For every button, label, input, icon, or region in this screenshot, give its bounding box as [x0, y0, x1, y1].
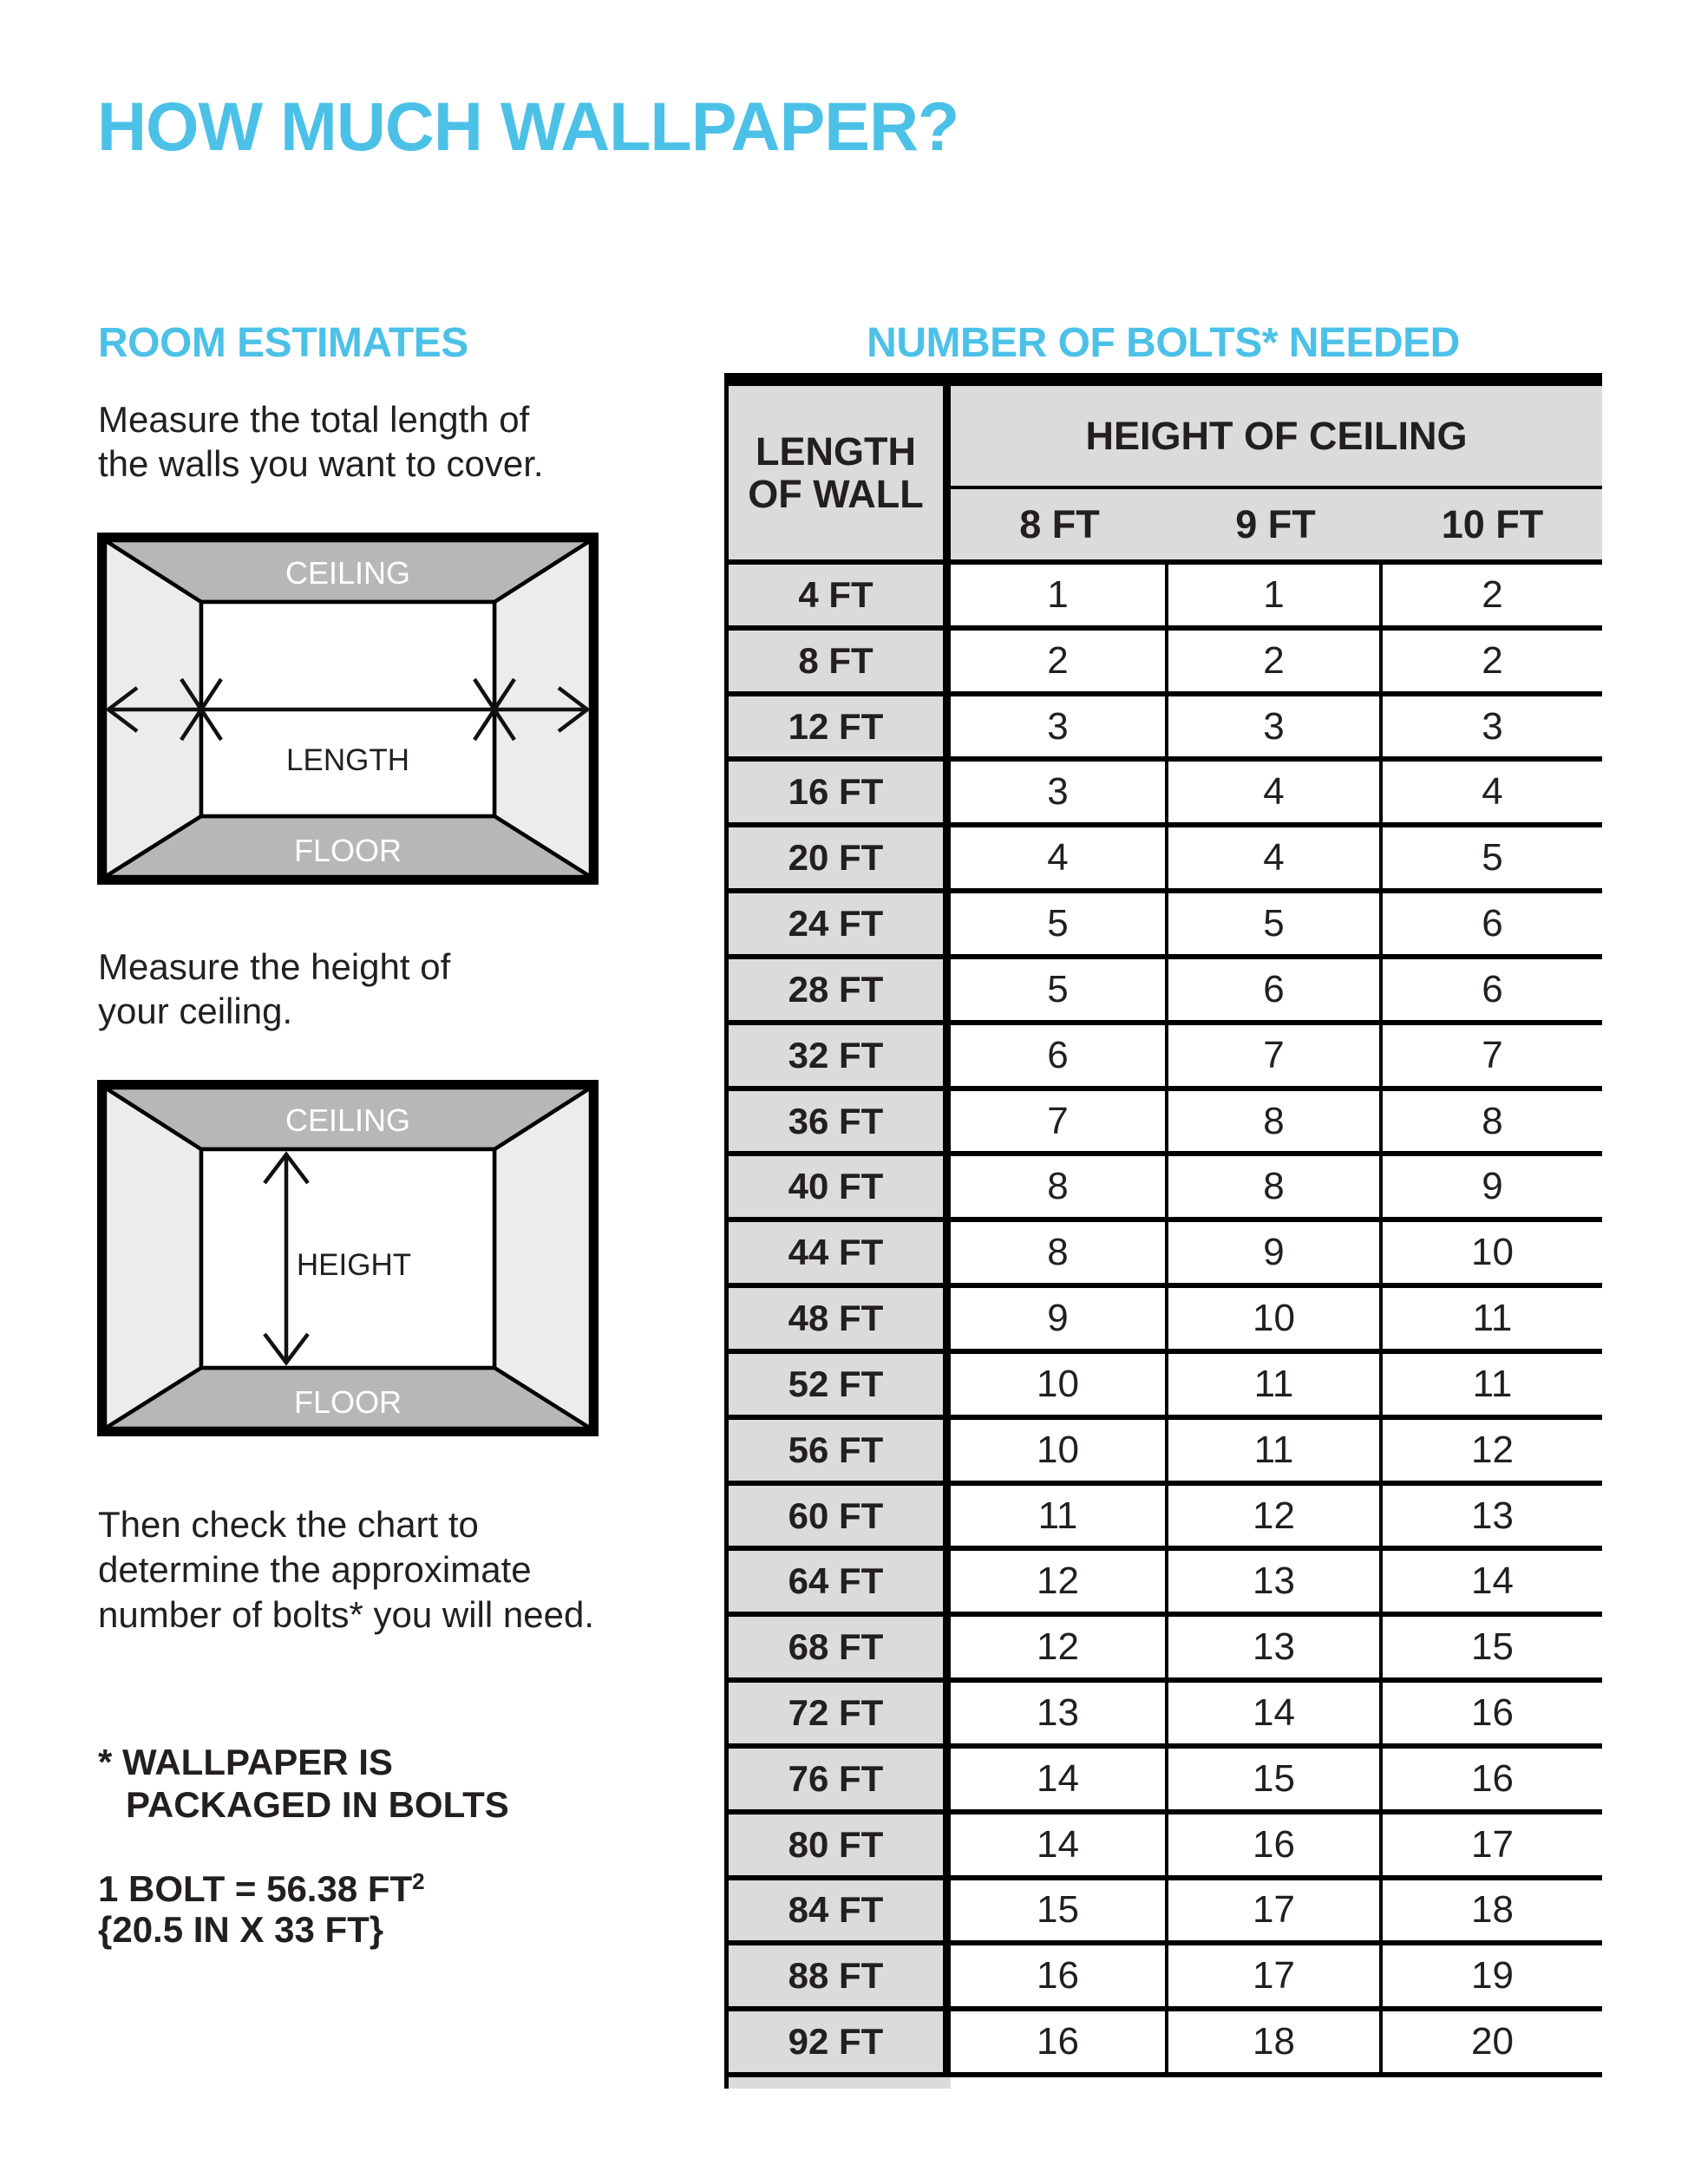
- bolt-count-cell: 7: [1168, 1025, 1383, 1086]
- room-length-diagram: [97, 533, 599, 885]
- bolt-count-cell: 2: [1168, 631, 1383, 691]
- table-row: [729, 1749, 1602, 1815]
- bolt-count-cell: 9: [951, 1288, 1168, 1349]
- bolt-count-cell: 17: [1383, 1815, 1602, 1875]
- table-row: [729, 1815, 1602, 1880]
- table-row: [729, 1880, 1602, 1946]
- bolt-count-cell: 20: [1383, 2011, 1602, 2072]
- table-row: [729, 1091, 1602, 1157]
- col-header-10ft: 10 FT: [1441, 501, 1544, 546]
- bolt-count-cell: 10: [1168, 1288, 1383, 1349]
- table-row: [729, 1222, 1602, 1288]
- table-body: [729, 565, 1602, 2077]
- bolt-count-cell: 4: [1383, 762, 1602, 822]
- bolt-count-cell: 12: [951, 1617, 1168, 1677]
- bolt-count-cell: 15: [1168, 1749, 1383, 1809]
- bolt-count-cell: 11: [951, 1486, 1168, 1546]
- table-top-bar: [724, 373, 1602, 386]
- table-header: [729, 386, 1602, 565]
- wallpaper-bolts-note: [98, 1741, 509, 1826]
- bolt-count-cell: 6: [1383, 959, 1602, 1020]
- table-row: [729, 565, 1602, 631]
- table-row: [729, 1025, 1602, 1091]
- bolt-count-cell: 11: [1168, 1420, 1383, 1481]
- instruction-line: number of bolts* you will need.: [98, 1594, 594, 1635]
- ceiling-height-columns: [951, 489, 1602, 559]
- bolt-count-cell: 5: [951, 893, 1168, 954]
- bolt-count-cell: 3: [1168, 696, 1383, 757]
- table-row: [729, 631, 1602, 696]
- bolt-count-cell: 18: [1383, 1880, 1602, 1941]
- floor-label: FLOOR: [293, 833, 402, 868]
- instruction-line: Measure the height of: [98, 946, 451, 987]
- bolt-count-cell: 12: [951, 1551, 1168, 1612]
- table-row: [729, 1288, 1602, 1354]
- bolt-count-cell: 13: [951, 1683, 1168, 1743]
- table-row: [729, 1617, 1602, 1683]
- bolt-count-cell: 10: [1383, 1222, 1602, 1283]
- room-estimates-heading: ROOM ESTIMATES: [98, 320, 468, 366]
- bolt-equation: [98, 1861, 425, 1909]
- table-row: [729, 1486, 1602, 1552]
- bolt-equation-text: 1 BOLT = 56.38 FT: [98, 1868, 413, 1909]
- wall-length-label: 20 FT: [729, 827, 951, 888]
- bolt-count-cell: 15: [1383, 1617, 1602, 1677]
- wall-length-label: 48 FT: [729, 1288, 951, 1349]
- bolt-count-cell: 9: [1383, 1156, 1602, 1217]
- bolt-count-cell: 8: [1168, 1091, 1383, 1152]
- ceiling-label: CEILING: [285, 555, 411, 591]
- header-line: OF WALL: [748, 472, 924, 516]
- bolt-count-cell: 5: [1383, 827, 1602, 888]
- wall-length-label: 88 FT: [729, 1945, 951, 2006]
- wall-length-label: 40 FT: [729, 1156, 951, 1217]
- bolt-count-cell: 6: [951, 1025, 1168, 1086]
- bolt-dimensions: {20.5 IN X 33 FT}: [98, 1909, 384, 1950]
- bolt-count-cell: 14: [1168, 1683, 1383, 1743]
- note-line: * WALLPAPER IS: [98, 1742, 393, 1782]
- wall-length-label: 84 FT: [729, 1880, 951, 1941]
- bolt-count-cell: 14: [951, 1749, 1168, 1809]
- wall-length-label: 28 FT: [729, 959, 951, 1020]
- instruction-measure-height: [98, 945, 450, 1033]
- bolt-count-cell: 5: [1168, 893, 1383, 954]
- instruction-line: Measure the total length of: [98, 399, 530, 440]
- wall-length-label: 36 FT: [729, 1091, 951, 1152]
- table-row: [729, 1945, 1602, 2011]
- bolt-count-cell: 6: [1383, 893, 1602, 954]
- table-row: [729, 1354, 1602, 1420]
- height-of-ceiling-header: HEIGHT OF CEILING: [951, 386, 1602, 489]
- bolt-size-info: [98, 1861, 425, 1950]
- bolts-table: [724, 373, 1602, 2089]
- bolt-count-cell: 19: [1383, 1945, 1602, 2006]
- note-line: PACKAGED IN BOLTS: [126, 1784, 509, 1825]
- length-of-wall-header: [729, 386, 951, 559]
- wall-length-label: 24 FT: [729, 893, 951, 954]
- instruction-check-chart: [98, 1502, 594, 1638]
- bolt-count-cell: 14: [1383, 1551, 1602, 1612]
- bolt-count-cell: 10: [951, 1420, 1168, 1481]
- bolt-count-cell: 1: [951, 565, 1168, 625]
- col-header-9ft: 9 FT: [1235, 501, 1316, 546]
- bolt-count-cell: 12: [1383, 1420, 1602, 1481]
- table-row: [729, 1551, 1602, 1617]
- wall-length-label: 8 FT: [729, 631, 951, 691]
- bolt-count-cell: 13: [1383, 1486, 1602, 1546]
- table-row: [729, 696, 1602, 762]
- wall-length-label: 56 FT: [729, 1420, 951, 1481]
- bolt-count-cell: 16: [951, 2011, 1168, 2072]
- page-title: HOW MUCH WALLPAPER?: [97, 88, 959, 165]
- table-row: [729, 1420, 1602, 1486]
- wall-length-label: 16 FT: [729, 762, 951, 822]
- bolt-count-cell: 1: [1168, 565, 1383, 625]
- table-footer-stub: [729, 2077, 951, 2089]
- instruction-line: Then check the chart to: [98, 1504, 479, 1545]
- instruction-line: your ceiling.: [98, 991, 293, 1031]
- bolt-count-cell: 15: [951, 1880, 1168, 1941]
- bolt-count-cell: 11: [1383, 1288, 1602, 1349]
- bolt-count-cell: 12: [1168, 1486, 1383, 1546]
- wall-length-label: 92 FT: [729, 2011, 951, 2072]
- bolt-count-cell: 5: [951, 959, 1168, 1020]
- bolt-count-cell: 17: [1168, 1945, 1383, 2006]
- table-row: [729, 959, 1602, 1025]
- floor-label: FLOOR: [293, 1384, 402, 1420]
- bolt-count-cell: 2: [1383, 565, 1602, 625]
- instruction-line: determine the approximate: [98, 1549, 532, 1590]
- instruction-measure-length: [98, 397, 544, 486]
- bolt-count-cell: 8: [1383, 1091, 1602, 1152]
- bolt-count-cell: 10: [951, 1354, 1168, 1415]
- wall-length-label: 60 FT: [729, 1486, 951, 1546]
- table-row: [729, 893, 1602, 959]
- bolt-count-cell: 6: [1168, 959, 1383, 1020]
- bolt-count-cell: 7: [951, 1091, 1168, 1152]
- bolt-count-cell: 11: [1383, 1354, 1602, 1415]
- bolt-count-cell: 11: [1168, 1354, 1383, 1415]
- bolt-count-cell: 16: [1383, 1749, 1602, 1809]
- wall-length-label: 4 FT: [729, 565, 951, 625]
- wall-length-label: 64 FT: [729, 1551, 951, 1612]
- ceiling-height-header-group: [951, 386, 1602, 559]
- wall-length-label: 12 FT: [729, 696, 951, 757]
- bolt-count-cell: 7: [1383, 1025, 1602, 1086]
- wall-length-label: 76 FT: [729, 1749, 951, 1809]
- table-row: [729, 1156, 1602, 1222]
- wall-length-label: 72 FT: [729, 1683, 951, 1743]
- squared-superscript: 2: [412, 1868, 425, 1894]
- height-label: HEIGHT: [296, 1248, 412, 1282]
- header-line: LENGTH: [756, 429, 916, 474]
- bolt-count-cell: 8: [1168, 1156, 1383, 1217]
- table-row: [729, 762, 1602, 827]
- ceiling-label: CEILING: [285, 1102, 411, 1138]
- table-row: [729, 2011, 1602, 2077]
- bolt-count-cell: 16: [1383, 1683, 1602, 1743]
- wall-length-label: 80 FT: [729, 1815, 951, 1875]
- wall-length-label: 44 FT: [729, 1222, 951, 1283]
- wall-length-label: 32 FT: [729, 1025, 951, 1086]
- bolt-count-cell: 2: [951, 631, 1168, 691]
- room-height-diagram: [97, 1080, 599, 1436]
- bolt-count-cell: 4: [951, 827, 1168, 888]
- wall-length-label: 68 FT: [729, 1617, 951, 1677]
- bolt-count-cell: 4: [1168, 827, 1383, 888]
- bolt-count-cell: 4: [1168, 762, 1383, 822]
- bolt-count-cell: 17: [1168, 1880, 1383, 1941]
- bolt-count-cell: 8: [951, 1156, 1168, 1217]
- bolt-count-cell: 13: [1168, 1617, 1383, 1677]
- bolt-count-cell: 3: [951, 696, 1168, 757]
- bolt-count-cell: 18: [1168, 2011, 1383, 2072]
- bolt-count-cell: 9: [1168, 1222, 1383, 1283]
- bolt-count-cell: 3: [1383, 696, 1602, 757]
- bolt-count-cell: 8: [951, 1222, 1168, 1283]
- col-header-8ft: 8 FT: [1019, 501, 1100, 546]
- bolt-count-cell: 3: [951, 762, 1168, 822]
- bolts-needed-heading: NUMBER OF BOLTS* NEEDED: [867, 320, 1460, 366]
- wall-length-label: 52 FT: [729, 1354, 951, 1415]
- bolt-count-cell: 2: [1383, 631, 1602, 691]
- bolt-count-cell: 13: [1168, 1551, 1383, 1612]
- instruction-line: the walls you want to cover.: [98, 443, 544, 484]
- bolt-count-cell: 14: [951, 1815, 1168, 1875]
- table-row: [729, 827, 1602, 893]
- length-label: LENGTH: [286, 743, 409, 777]
- bolt-count-cell: 16: [951, 1945, 1168, 2006]
- table-row: [729, 1683, 1602, 1749]
- bolt-count-cell: 16: [1168, 1815, 1383, 1875]
